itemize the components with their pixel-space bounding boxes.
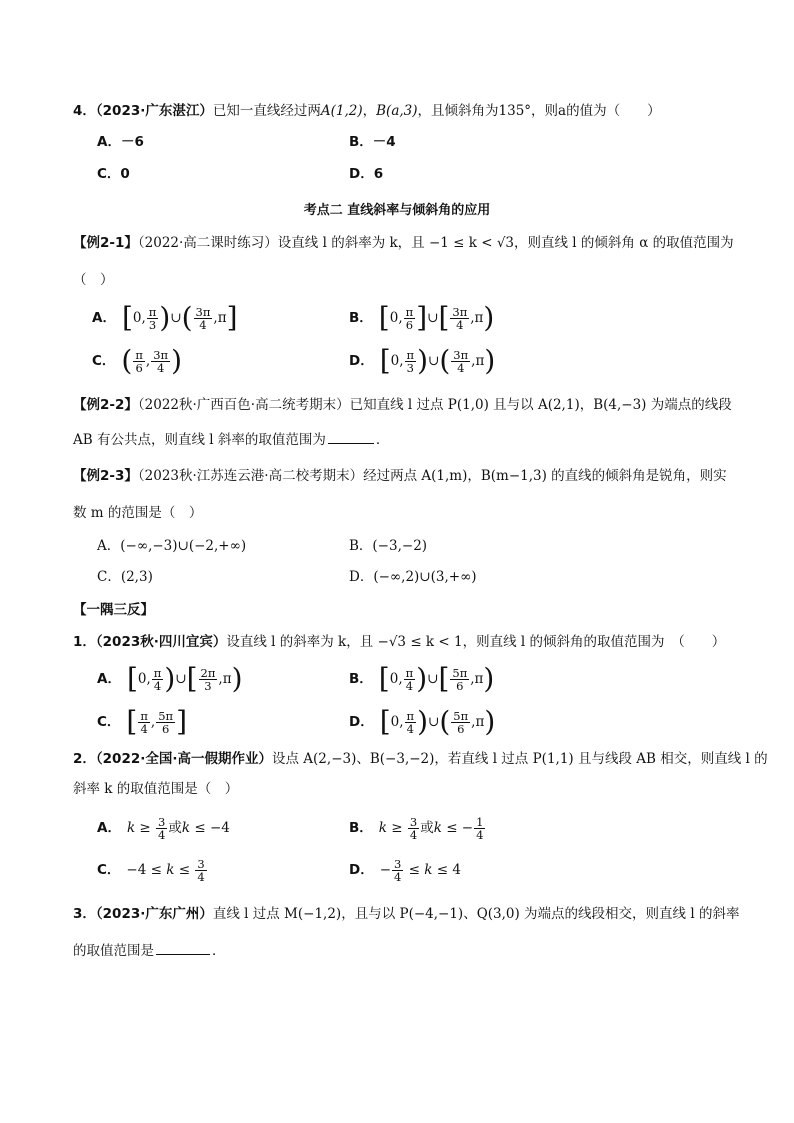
example-2-1 [73,233,734,253]
option-label: A． [92,310,116,326]
option-b: B． k ≥ $\frac{3}{4}$ 或k ≤ − $\frac{1}{4}$ [349,815,484,842]
problem-source: （2023·广东广州） [95,906,213,922]
point-a: A(1,2) [320,103,363,119]
option-label: C． [97,862,121,878]
option-d: D．(−∞,2)∪(3,+∞) [349,569,477,585]
option-a: A． [0, $\frac{\pi}{4}$ )∪[ $\frac{2\pi}{3}$ ,π) [97,661,243,695]
example-2-3-line2: 数 m 的范围是（ ） [73,505,203,521]
option-label: D． [349,714,374,730]
option-c: C．(2,3) [97,569,153,585]
question-4 [73,101,661,121]
problem-number: 1． [73,634,96,650]
option-a: A．－6 [97,134,144,150]
option-b: B． [0, $\frac{\pi}{6}$ ]∪[ $\frac{3\pi}{4}$ ,π) [349,300,495,334]
example-2-2 [73,395,732,415]
answer-blank [156,941,210,955]
problem-source: （2022·全国·高一假期作业） [95,751,272,767]
option-d: D． [0, $\frac{\pi}{4}$ )∪( $\frac{5\pi}{6}$ ,π) [349,704,496,738]
problem-2 [73,749,768,769]
problem-number: 2． [73,751,96,767]
option-label: A． [97,671,121,687]
option-d: D．6 [349,166,384,182]
question-number: 4． [73,103,96,119]
period: ． [212,943,226,959]
example-text: 设直线 l 的斜率为 k，且 −1 ≤ k < √3，则直线 l 的倾斜角 α 的取值范围为 [277,235,734,251]
example-text: 经过两点 A(1,m)，B(m−1,3) 的直线的倾斜角是锐角，则实 [363,468,727,484]
option-c: C．0 [97,166,130,182]
example-source: （2022秋·广西百色·高二统考期末） [137,397,350,413]
period: ． [375,432,390,448]
option-label: C． [97,714,121,730]
example-label: 【例2-3】 [73,468,138,484]
option-c: C． ( $\frac{\pi}{6}$ , $\frac{3\pi}{4}$ ) [92,343,183,377]
example-source: （2023秋·江苏连云港·高二校考期末） [137,468,364,484]
example-label: 【例2-1】 [73,235,138,251]
option-b: B．－4 [349,134,396,150]
problem-text: 设直线 l 的斜率为 k，且 −√3 ≤ k < 1，则直线 l 的倾斜角的取值范围为 （ ） [226,634,726,650]
separator: ， [362,103,377,119]
option-c: C． [ $\frac{\pi}{4}$ , $\frac{5\pi}{6}$ ] [97,704,188,738]
example-text: AB 有公共点，则直线 l 斜率的取值范围为 [73,432,326,448]
problem-3-line2 [73,941,226,961]
option-label: D． [349,353,374,369]
question-source: （2023·广东湛江） [95,103,213,119]
answer-paren: （ ） [73,272,114,288]
problem-text: 的取值范围是 [73,943,154,959]
answer-blank [328,430,374,444]
option-label: A． [97,820,121,836]
option-a: A．(−∞,−3)∪(−2,+∞) [97,538,247,554]
problem-source: （2023秋·四川宜宾） [95,634,227,650]
option-c: C． −4 ≤ k ≤ $\frac{3}{4}$ [97,857,205,884]
option-d: D． [0, $\frac{\pi}{3}$ )∪( $\frac{3\pi}{4}$ ,π) [349,343,496,377]
problem-text: 直线 l 过点 M(−1,2)，且与以 P(−4,−1)、Q(3,0) 为端点的线段相交，则直线 l 的斜率 [212,906,740,922]
example-2-3 [73,466,727,486]
option-b: B．(−3,−2) [349,538,428,554]
option-label: B． [349,671,373,687]
example-label: 【例2-2】 [73,397,138,413]
section-heading: 考点二 直线斜率与倾斜角的应用 [303,203,491,218]
problem-3 [73,904,739,924]
problem-number: 3． [73,906,96,922]
problem-1 [73,632,725,652]
problem-text: 设点 A(2,−3)、B(−3,−2)，若直线 l 过点 P(1,1) 且与线段 AB 相交，则直线 l 的 [272,751,768,767]
problem-2-line2: 斜率 k 的取值范围是（ ） [73,781,239,797]
option-b: B． [0, $\frac{\pi}{4}$ )∪[ $\frac{5\pi}{6}$ ,π) [349,661,495,695]
option-label: D． [349,862,374,878]
practice-heading: 【一隅三反】 [73,602,154,618]
example-text: 已知直线 l 过点 P(1,0) 且与以 A(2,1)，B(4,−3) 为端点的线段 [349,397,732,413]
question-text: 已知一直线经过两 [212,103,321,119]
point-b: B(a,3) [376,103,418,119]
example-2-2-line2 [73,430,389,450]
option-label: B． [349,310,373,326]
example-source: （2022·高二课时练习） [137,235,278,251]
question-text: ，且倾斜角为135°，则a的值为（ ） [417,103,661,119]
option-label: B． [349,820,373,836]
option-a: A． k ≥ $\frac{3}{4}$ 或k ≤ −4 [97,815,230,842]
option-d: D． − $\frac{3}{4}$ ≤ k ≤ 4 [349,857,461,884]
option-a: A． [0, $\frac{\pi}{3}$ )∪( $\frac{3\pi}{4}$ ,π] [92,300,238,334]
option-label: C． [92,353,116,369]
